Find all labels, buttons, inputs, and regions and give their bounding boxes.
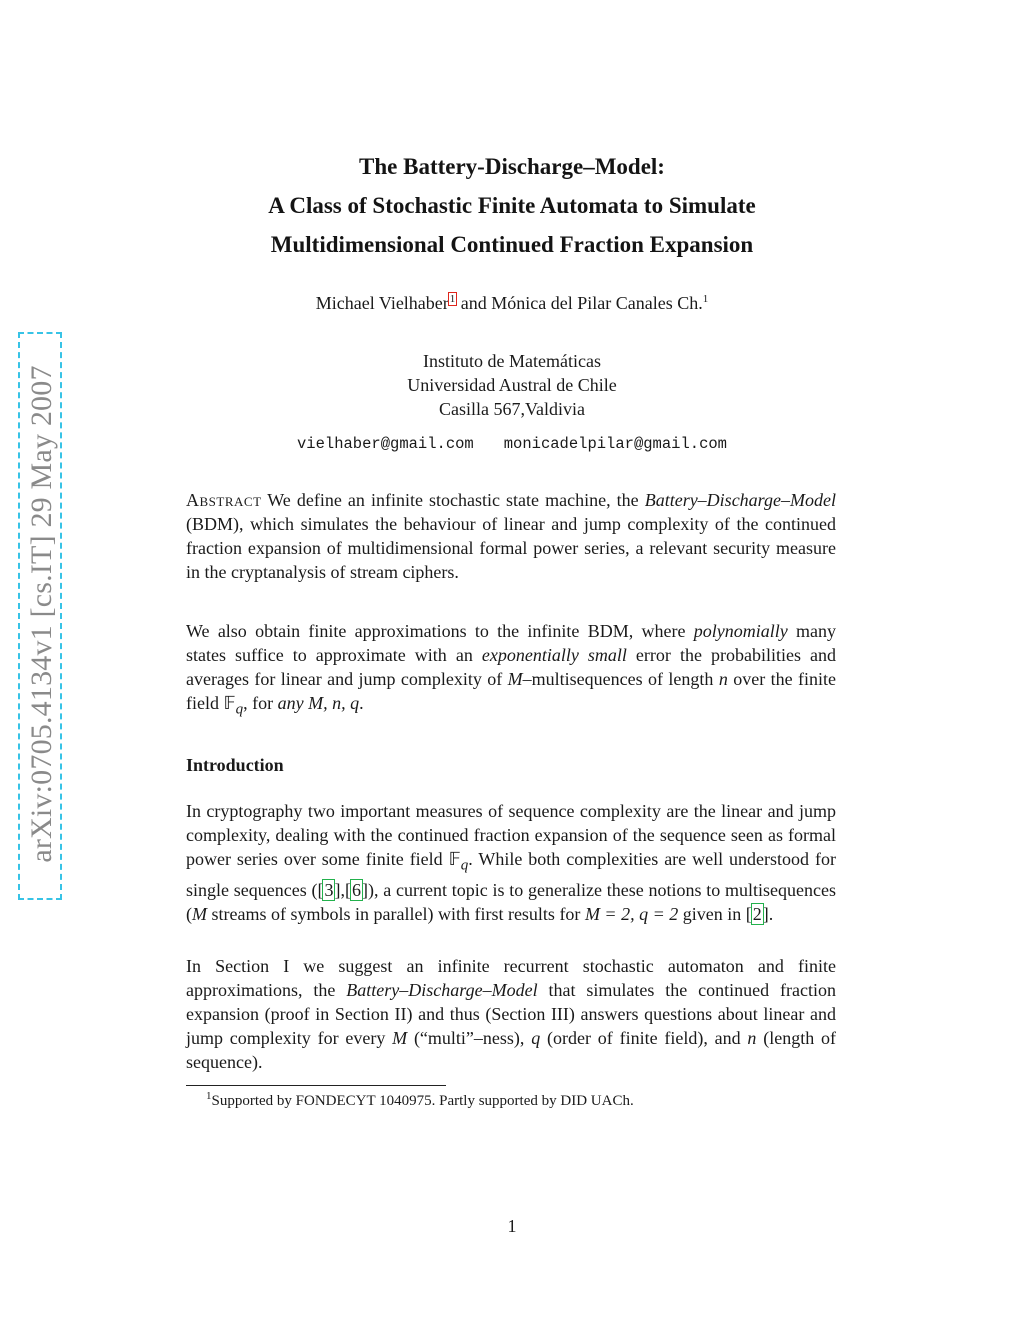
arxiv-stamp[interactable] bbox=[18, 332, 62, 900]
title-line-2: A Class of Stochastic Finite Automata to Simulate bbox=[268, 193, 756, 218]
abstract bbox=[186, 488, 836, 584]
title-line-1: The Battery-Discharge–Model: bbox=[359, 154, 665, 179]
paper-title bbox=[150, 147, 874, 264]
author-name: Mónica del Pilar Canales Ch. bbox=[491, 293, 703, 313]
footnote-link[interactable]: 1 bbox=[449, 293, 456, 305]
citation-link[interactable]: 2 bbox=[752, 903, 762, 924]
email-address: vielhaber@gmail.com bbox=[297, 435, 474, 453]
author-name: Michael Vielhaber bbox=[315, 293, 449, 313]
footnote-mark: 1 bbox=[702, 293, 709, 305]
affiliation-line: Universidad Austral de Chile bbox=[407, 375, 617, 395]
abstract-paragraph: Abstract We define an infinite stochastic state machine, the Battery–Discharge–Model (BDM), which simulates the behaviour of linear and jump complexity of the continued fraction expansion of multidimensional formal power series, a relevant security measure in the cryptanalysis of stream ciphers. bbox=[186, 490, 836, 582]
affiliation-line: Instituto de Matemáticas bbox=[423, 351, 601, 371]
footnote bbox=[206, 1090, 634, 1112]
footnote-mark: 1 bbox=[206, 1090, 212, 1102]
affiliation bbox=[150, 349, 874, 421]
author-connector: and bbox=[456, 293, 492, 313]
section-heading: Introduction bbox=[186, 755, 284, 775]
email-list bbox=[150, 432, 874, 456]
title-line-3: Multidimensional Continued Fraction Expansion bbox=[270, 232, 754, 257]
body-paragraph: In cryptography two important measures of sequence complexity are the linear and jump complexity, dealing with the continued fraction expansion of the sequence seen as formal power series over some finite field 𝔽$_q$. While both complexities are well understood for single sequences ([3],[6]), a current topic is to generalize these notions to multisequences (M streams of symbols in parallel) with first results for M = 2, q = 2 given in [2]. bbox=[186, 801, 836, 924]
affiliation-line: Casilla 567,Valdivia bbox=[439, 399, 585, 419]
email-address: monicadelpilar@gmail.com bbox=[503, 435, 727, 453]
footnote-divider bbox=[186, 1085, 446, 1086]
abstract-label: Abstract bbox=[186, 490, 262, 510]
body-paragraph: In Section I we suggest an infinite recurrent stochastic automaton and finite approximations, the Battery–Discharge–Model that simulates the continued fraction expansion (proof in Section II) and thus (Section III) answers questions about linear and jump complexity for every M (“multi”–ness), q (order of finite field), and n (length of sequence). bbox=[186, 956, 836, 1072]
citation-link[interactable]: 3 bbox=[324, 879, 334, 900]
arxiv-stamp-label: arXiv:0705.4134v1 [cs.IT] 29 May 2007 bbox=[25, 365, 58, 863]
abstract-paragraph-2: We also obtain finite approximations to the infinite BDM, where polynomially many states suffice to approximate with an exponentially small error the probabilities and averages for linear and jump complexity of M–multisequences of length n over the finite field 𝔽$_q$, for any M, n, q. bbox=[186, 621, 837, 718]
citation-link[interactable]: 6 bbox=[351, 879, 361, 900]
footnote-text: Supported by FONDECYT 1040975. Partly supported by DID UACh. bbox=[211, 1093, 634, 1109]
author-list bbox=[150, 290, 874, 316]
page-number: 1 bbox=[507, 1216, 517, 1236]
